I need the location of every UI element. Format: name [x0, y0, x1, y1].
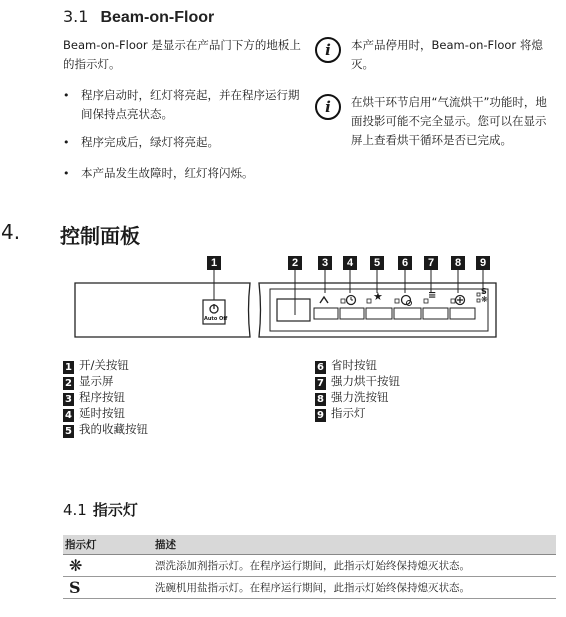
extra-dry-icon: ≡ [428, 290, 437, 301]
table-header: 描述 [153, 535, 556, 555]
badge-6: 6 [398, 256, 412, 270]
section-title: Beam-on-Floor [100, 9, 215, 26]
section-number: 4.1 [63, 501, 87, 519]
bullet-dot-icon: • [63, 136, 70, 149]
legend-item: 1 开/关按钮 [63, 358, 148, 374]
salt-icon: S [63, 577, 153, 599]
legend-item: 4 延时按钮 [63, 406, 148, 422]
info-icon: i [315, 37, 341, 63]
section-number: 3.1 [63, 7, 89, 26]
indicator-icons: S ❋ [481, 287, 488, 304]
legend-item: 6 省时按钮 [315, 358, 400, 374]
table-row [63, 555, 556, 577]
legend-item: 3 程序按钮 [63, 390, 148, 406]
table-cell: 漂洗添加剂指示灯。在程序运行期间，此指示灯始终保持熄灭状态。 [153, 555, 556, 577]
control-panel-diagram [0, 250, 566, 360]
legend-item: 8 强力洗按钮 [315, 390, 400, 406]
bullet-dot-icon: • [63, 167, 70, 180]
table-header: 指示灯 [63, 535, 153, 555]
table-row [63, 577, 556, 599]
table-cell: 洗碗机用盐指示灯。在程序运行期间，此指示灯始终保持熄灭状态。 [153, 577, 556, 599]
badge-3: 3 [318, 256, 332, 270]
intro-paragraph: Beam-on-Floor 是显示在产品门下方的地板上的指示灯。 [63, 38, 301, 71]
section-4-1-heading [63, 499, 138, 520]
legend-item: 2 显示屏 [63, 374, 148, 390]
section-number: 4. [1, 220, 21, 244]
table-header-row [63, 535, 556, 555]
badge-9: 9 [476, 256, 490, 270]
indicator-table [63, 535, 556, 599]
badge-5: 5 [370, 256, 384, 270]
favourite-star-icon: ★ [373, 290, 383, 303]
auto-off-label: Auto Off [204, 316, 228, 322]
legend-item: 5 我的收藏按钮 [63, 422, 148, 438]
info-note: i 本产品停用时，Beam-on-Floor 将熄灭。 [315, 36, 550, 74]
bullet-item: • 程序完成后，绿灯将亮起。 [63, 133, 308, 152]
legend-right [315, 358, 400, 422]
panel-drawing [0, 250, 566, 360]
legend-left [63, 358, 148, 438]
badge-8: 8 [451, 256, 465, 270]
info-note: i 在烘干环节启用“气流烘干”功能时，地面投影可能不完全显示。您可以在显示屏上查看烘干循环是否已完成。 [315, 93, 550, 150]
bullet-item: • 本产品发生故障时，红灯将闪烁。 [63, 164, 308, 183]
rinse-aid-icon: ❋ [63, 555, 153, 577]
section-3-1-heading [63, 7, 214, 27]
badge-1: 1 [207, 256, 221, 270]
badge-4: 4 [343, 256, 357, 270]
section-title: 指示灯 [92, 501, 138, 519]
badge-7: 7 [424, 256, 438, 270]
bullet-item: • 程序启动时，红灯将亮起，并在程序运行期间保持点亮状态。 [63, 88, 300, 121]
legend-item: 9 指示灯 [315, 406, 400, 422]
info-icon: i [315, 94, 341, 120]
legend-item: 7 强力烘干按钮 [315, 374, 400, 390]
badge-2: 2 [288, 256, 302, 270]
section-title: 控制面板 [60, 224, 140, 248]
bullet-dot-icon: • [63, 89, 70, 102]
